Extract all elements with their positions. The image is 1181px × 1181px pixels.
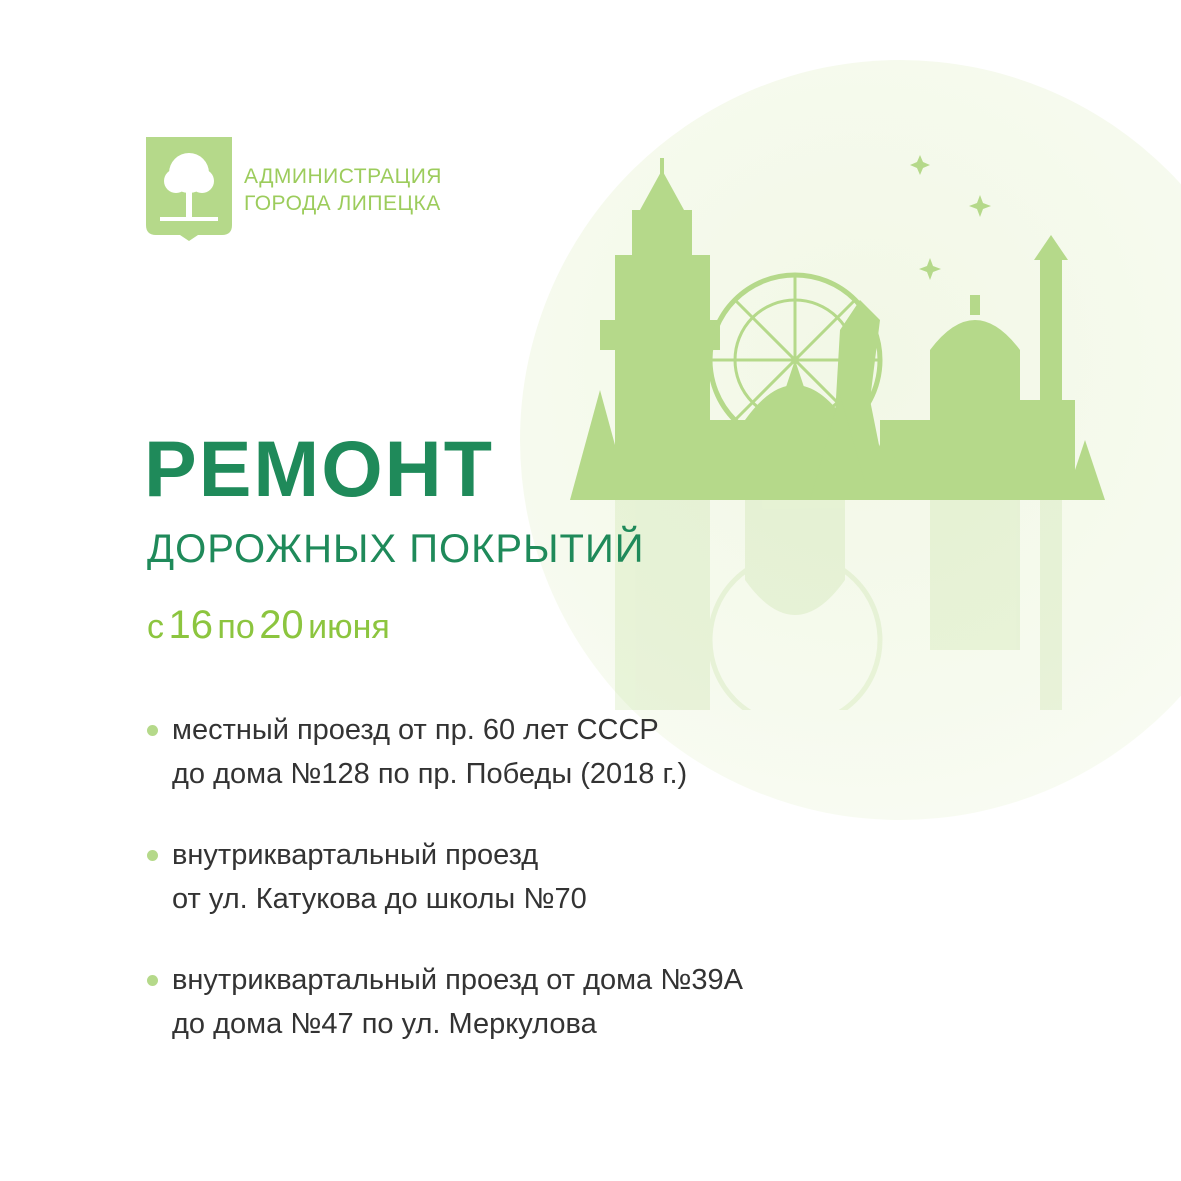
- bullet-dot-icon: [147, 725, 158, 736]
- list-item-line-1: внутриквартальный проезд: [172, 839, 539, 871]
- city-skyline-illustration: [560, 150, 1120, 710]
- road-repair-list: [147, 708, 1047, 1083]
- list-item: [147, 708, 1047, 796]
- subtitle: ДОРОЖНЫХ ПОКРЫТИЙ: [147, 527, 645, 571]
- date-to-word: по: [217, 608, 255, 646]
- list-item-line-2: до дома №128 по пр. Победы (2018 г.): [172, 758, 688, 790]
- list-item-line-1: внутриквартальный проезд от дома №39А: [172, 964, 743, 996]
- list-item: [147, 833, 1047, 921]
- list-item-line-2: до дома №47 по ул. Меркулова: [172, 1008, 597, 1040]
- list-item-line-1: местный проезд от пр. 60 лет СССР: [172, 714, 659, 746]
- date-to-day: 20: [259, 603, 304, 647]
- list-item-line-2: от ул. Катукова до школы №70: [172, 883, 587, 915]
- organization-name-line-2: ГОРОДА ЛИПЕЦКА: [244, 192, 441, 215]
- date-range: [147, 600, 390, 659]
- organization-name: [244, 163, 442, 217]
- organization-name-line-1: АДМИНИСТРАЦИЯ: [244, 165, 442, 188]
- date-from-day: 16: [168, 603, 213, 647]
- bullet-dot-icon: [147, 975, 158, 986]
- date-month: июня: [308, 608, 390, 646]
- bullet-dot-icon: [147, 850, 158, 861]
- date-from-word: с: [147, 608, 164, 646]
- list-item: [147, 958, 1047, 1046]
- main-title: РЕМОНТ: [144, 424, 494, 513]
- city-coat-of-arms-icon: [146, 137, 232, 241]
